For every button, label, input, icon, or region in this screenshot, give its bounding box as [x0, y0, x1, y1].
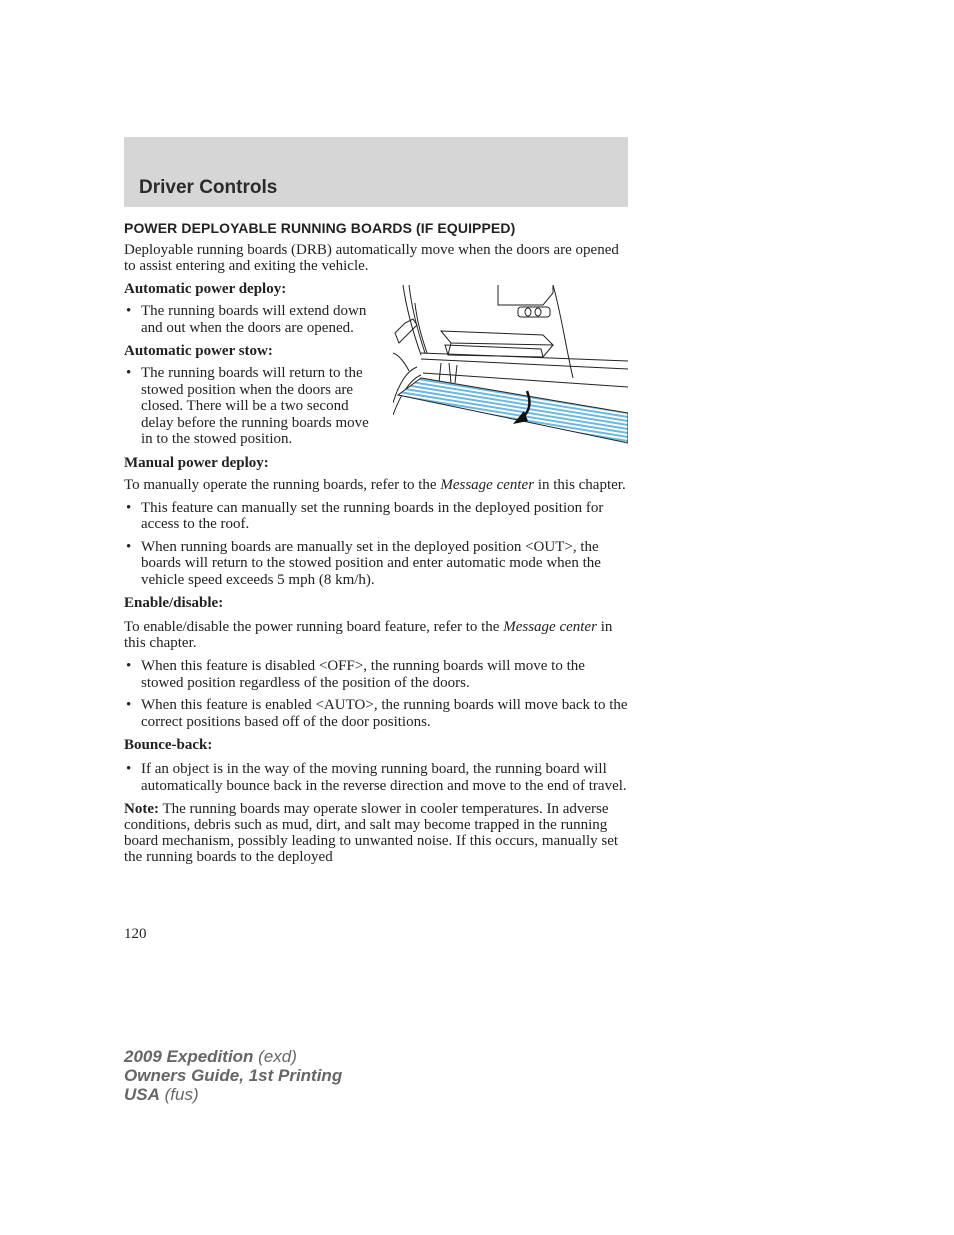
manual-deploy-list	[124, 500, 629, 589]
list-item: • When this feature is enabled <AUTO>, the running boards will move back to the correct positions based off of the door positions.	[124, 697, 629, 730]
intro-paragraph: Deployable running boards (DRB) automatically move when the doors are opened to assist entering and exiting the vehicle.	[124, 242, 619, 274]
section-title: POWER DEPLOYABLE RUNNING BOARDS (IF EQUIPPED)	[124, 220, 516, 236]
note-label: Note:	[124, 801, 159, 817]
list-item: • When this feature is disabled <OFF>, the running boards will move to the stowed position regardless of the position of the doors.	[124, 658, 629, 691]
running-board-illustration	[393, 283, 628, 445]
document-footer	[124, 1047, 342, 1104]
note-paragraph: Note: The running boards may operate slower in cooler temperatures. In adverse conditions, debris such as mud, dirt, and salt may become trapped in the running board mechanism, possibly leading to unwanted noise. If this occurs, manually set the running boards to the deployed	[124, 801, 619, 865]
footer-line-2: Owners Guide, 1st Printing	[124, 1066, 343, 1085]
auto-stow-heading: Automatic power stow:	[124, 343, 273, 359]
list-item: • The running boards will extend down and out when the doors are opened.	[124, 303, 374, 336]
bounce-back-list	[124, 761, 629, 794]
manual-deploy-paragraph: To manually operate the running boards, refer to the Message center in this chapter.	[124, 476, 626, 493]
message-center-reference: Message center	[503, 619, 597, 635]
auto-stow-list	[124, 365, 374, 448]
list-item: • The running boards will return to the stowed position when the doors are closed. There will be a two second delay before the running boards move in to the stowed position.	[124, 365, 374, 448]
list-item: • If an object is in the way of the moving running board, the running board will automatically bounce back in the reverse direction and move to the end of travel.	[124, 761, 629, 794]
enable-disable-list	[124, 658, 629, 730]
enable-disable-paragraph: To enable/disable the power running board feature, refer to the Message center in this chapter.	[124, 619, 613, 651]
footer-line-3: USA (fus)	[124, 1085, 199, 1104]
chapter-title: Driver Controls	[139, 177, 278, 198]
chapter-header-band	[124, 137, 628, 207]
footer-line-1: 2009 Expedition (exd)	[124, 1047, 297, 1066]
message-center-reference: Message center	[440, 476, 535, 493]
auto-deploy-heading: Automatic power deploy:	[124, 281, 287, 297]
auto-deploy-list	[124, 303, 374, 336]
list-item: • This feature can manually set the running boards in the deployed position for access to the roof.	[124, 500, 629, 533]
bounce-back-heading: Bounce-back:	[124, 737, 213, 753]
manual-deploy-heading: Manual power deploy:	[124, 454, 269, 471]
list-item: • When running boards are manually set in the deployed position <OUT>, the boards will return to the stowed position and enter automatic mode when the vehicle speed exceeds 5 mph (8 km/h).	[124, 539, 629, 589]
page-number: 120	[124, 926, 147, 942]
running-board	[393, 373, 628, 445]
enable-disable-heading: Enable/disable:	[124, 595, 224, 611]
